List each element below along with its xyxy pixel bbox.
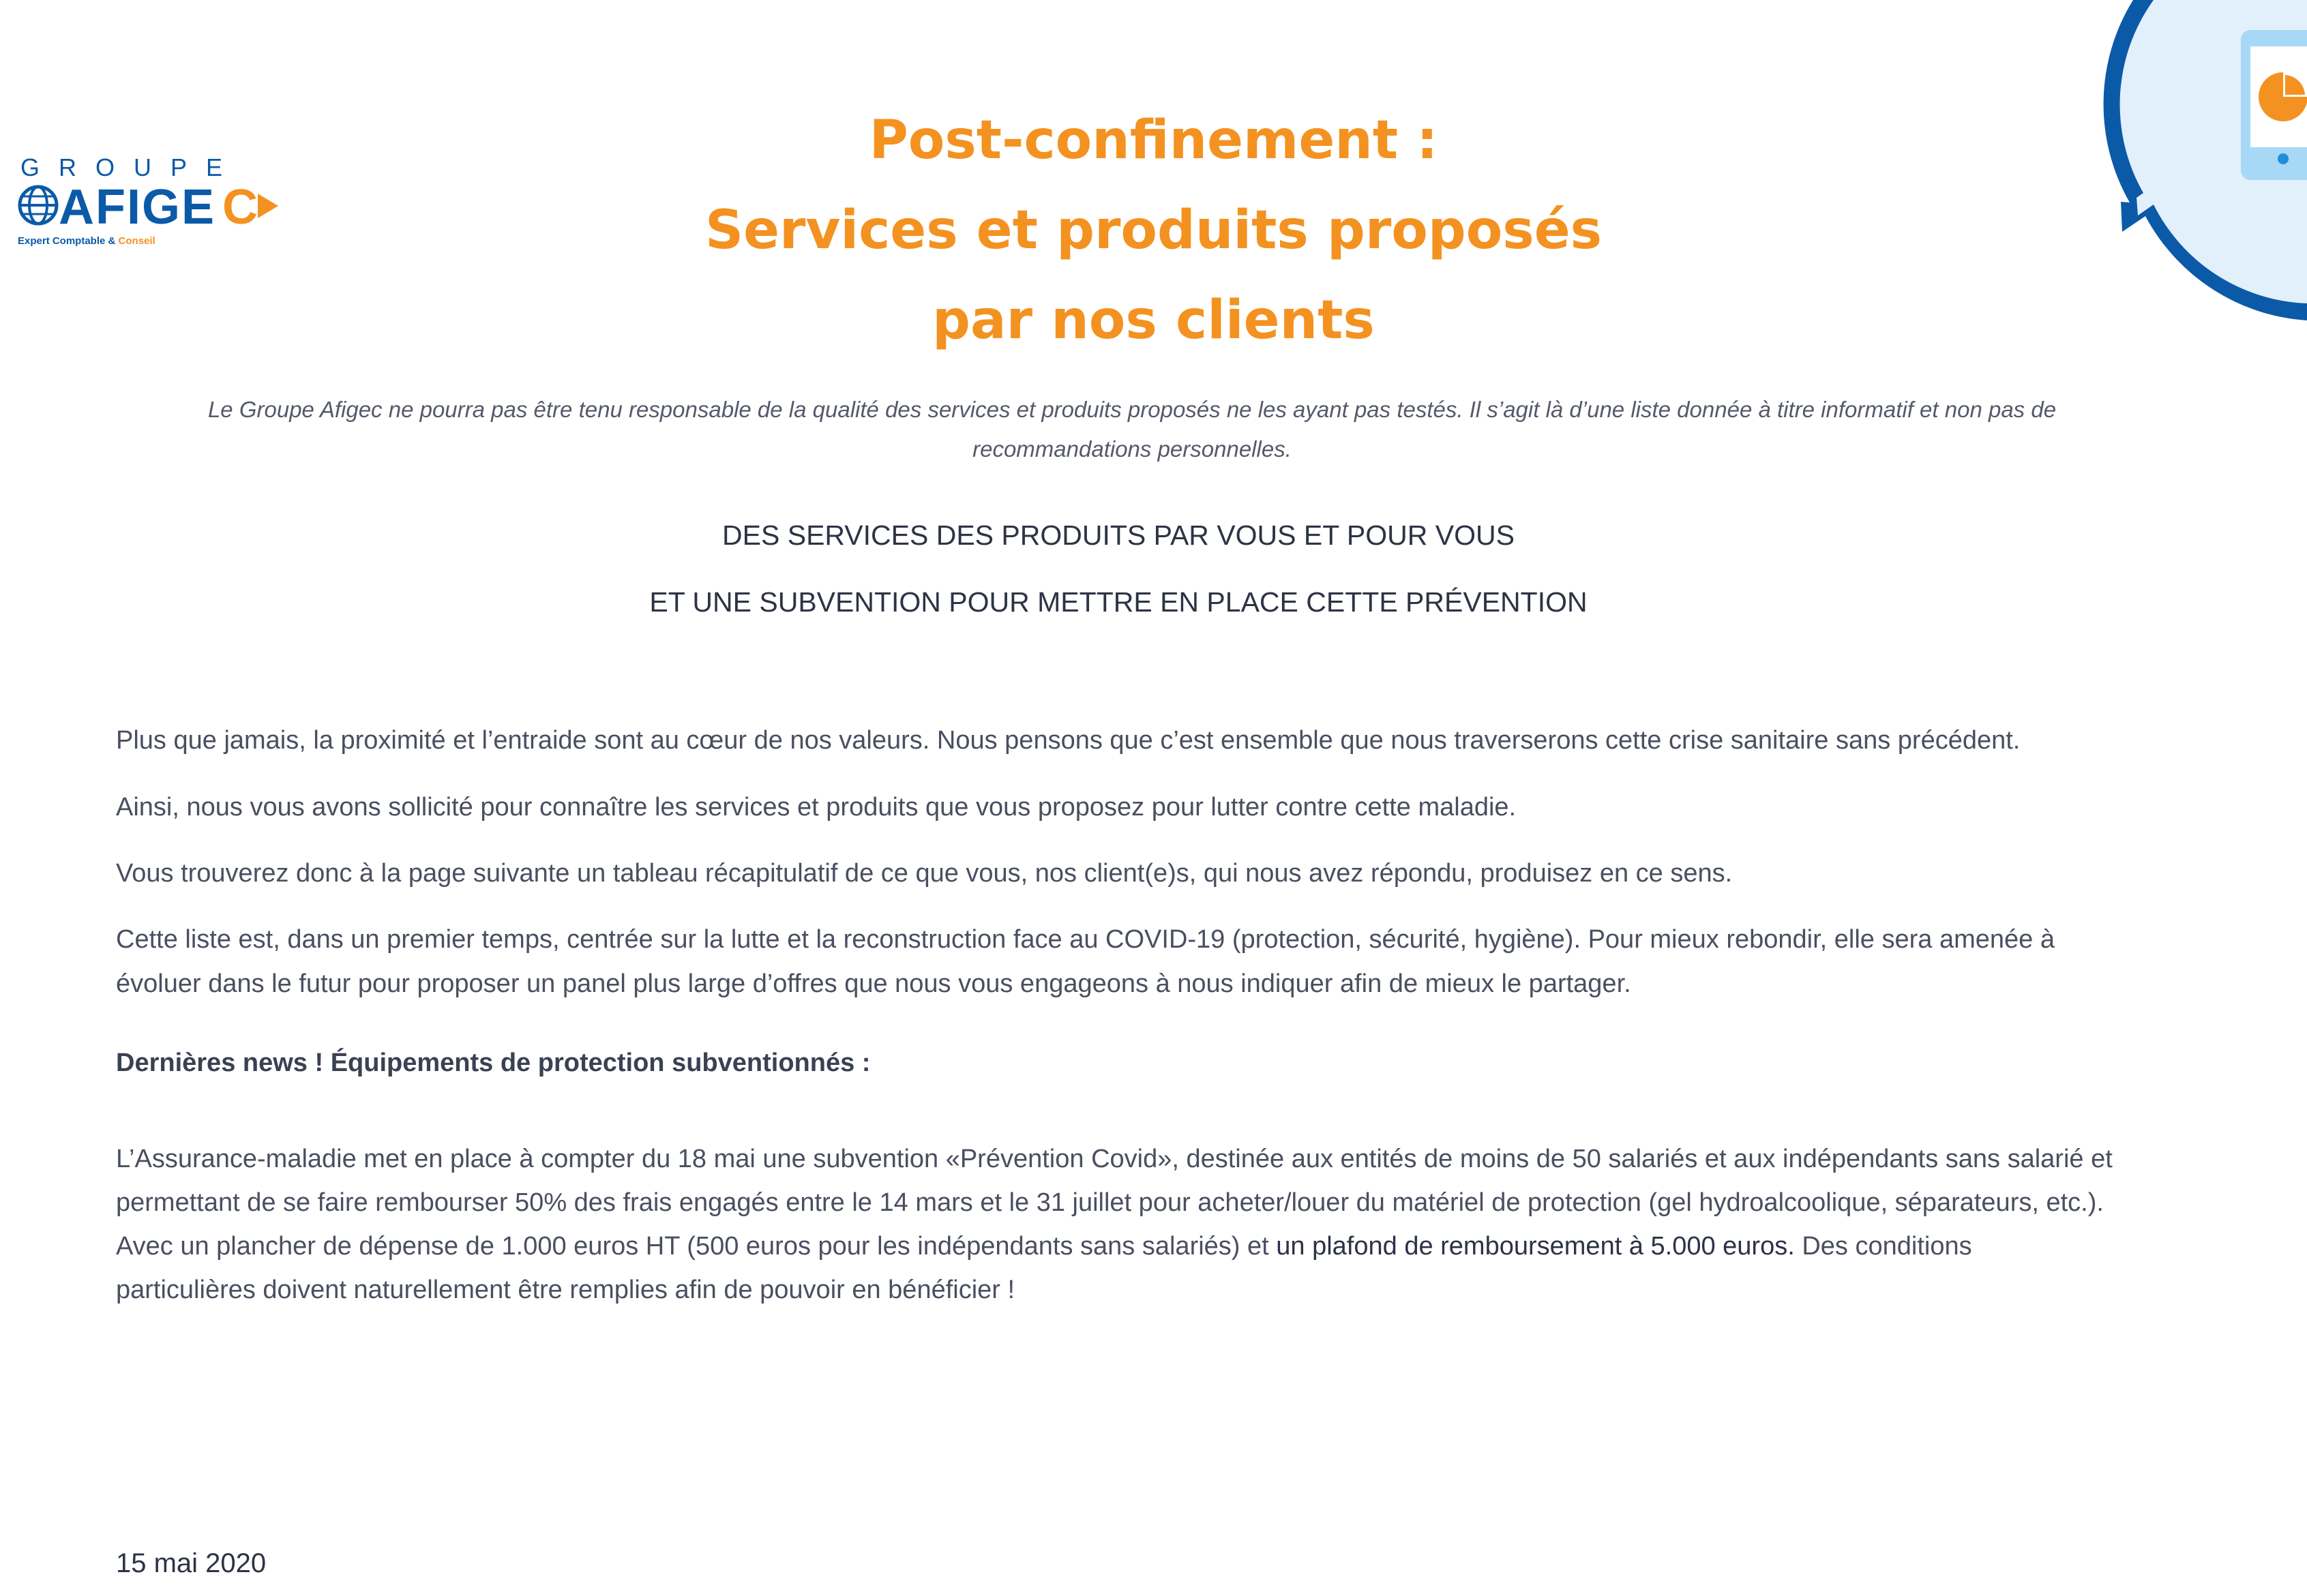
news-body-highlight: un plafond de remboursement à 5.000 euros. bbox=[1276, 1232, 1795, 1261]
paragraph-1: Plus que jamais, la proximité et l’entraide sont au cœur de nos valeurs. Nous pensons que c’est ensemble que nous traverserons cette crise sanitaire sans précédent. bbox=[116, 726, 2021, 755]
subheading-2: ET UNE SUBVENTION POUR METTRE EN PLACE CETTE PRÉVENTION bbox=[649, 586, 1588, 618]
disclaimer-text: Le Groupe Afigec ne pourra pas être tenu responsable de la qualité des services et produits proposés ne les ayant pas testés. Il s’agit là d’une liste donnée à titre informatif et non pas de recommandations personnelles. bbox=[207, 397, 2057, 462]
logo-name-end: C bbox=[222, 180, 258, 235]
footer-date: 15 mai 2020 bbox=[116, 1548, 267, 1578]
title-line-1: Post-confinement : bbox=[869, 110, 1438, 171]
logo-tagline: Expert Comptable & bbox=[18, 235, 119, 247]
news-body-part-2: Des conditions particulières doivent naturellement être remplies afin de pouvoir en bénéficier ! bbox=[116, 1232, 1972, 1304]
paragraph-2: Ainsi, nous vous avons sollicité pour connaître les services et produits que vous proposez pour lutter contre cette maladie. bbox=[116, 793, 1517, 822]
title-line-3: par nos clients bbox=[932, 290, 1375, 351]
logo-name: AFIGE bbox=[59, 180, 216, 235]
logo-group-label: GROUPE bbox=[20, 155, 242, 181]
title-line-2: Services et produits proposés bbox=[704, 200, 1603, 261]
subheading-1: DES SERVICES DES PRODUITS PAR VOUS ET POUR VOUS bbox=[722, 520, 1515, 551]
news-body bbox=[116, 1137, 2114, 1312]
paragraph-4: Cette liste est, dans un premier temps, centrée sur la lutte et la reconstruction face au COVID-19 (protection, sécurité, hygiène). Pour mieux rebondir, elle sera amenée à évoluer dans le futur pour proposer un panel plus large d’offres que nous vous engageons à nous indiquer afin de mieux le partager. bbox=[116, 925, 2055, 998]
paragraph-3: Vous trouverez donc à la page suivante un tableau récapitulatif de ce que vous, nos client(e)s, qui nous avez répondu, produisez en ce sens. bbox=[116, 859, 1733, 888]
news-body-part-1: L’Assurance-maladie met en place à compter du 18 mai une subvention «Prévention Covid», destinée aux entités de moins de 50 salariés et aux indépendants sans salarié et permettant de se faire rembourser 50% des frais engagés entre le 14 mars et le 31 juillet pour acheter/louer du matériel de protection (gel hydroalcoolique, séparateurs, etc.). Avec un plancher de dépense de 1.000 euros HT (500 euros pour les indépendants sans salariés) et bbox=[116, 1145, 2113, 1261]
page-title bbox=[0, 95, 2307, 365]
news-heading: Dernières news ! Équipements de protection subventionnés : bbox=[116, 1049, 871, 1077]
logo-tagline-accent: Conseil bbox=[118, 235, 155, 247]
